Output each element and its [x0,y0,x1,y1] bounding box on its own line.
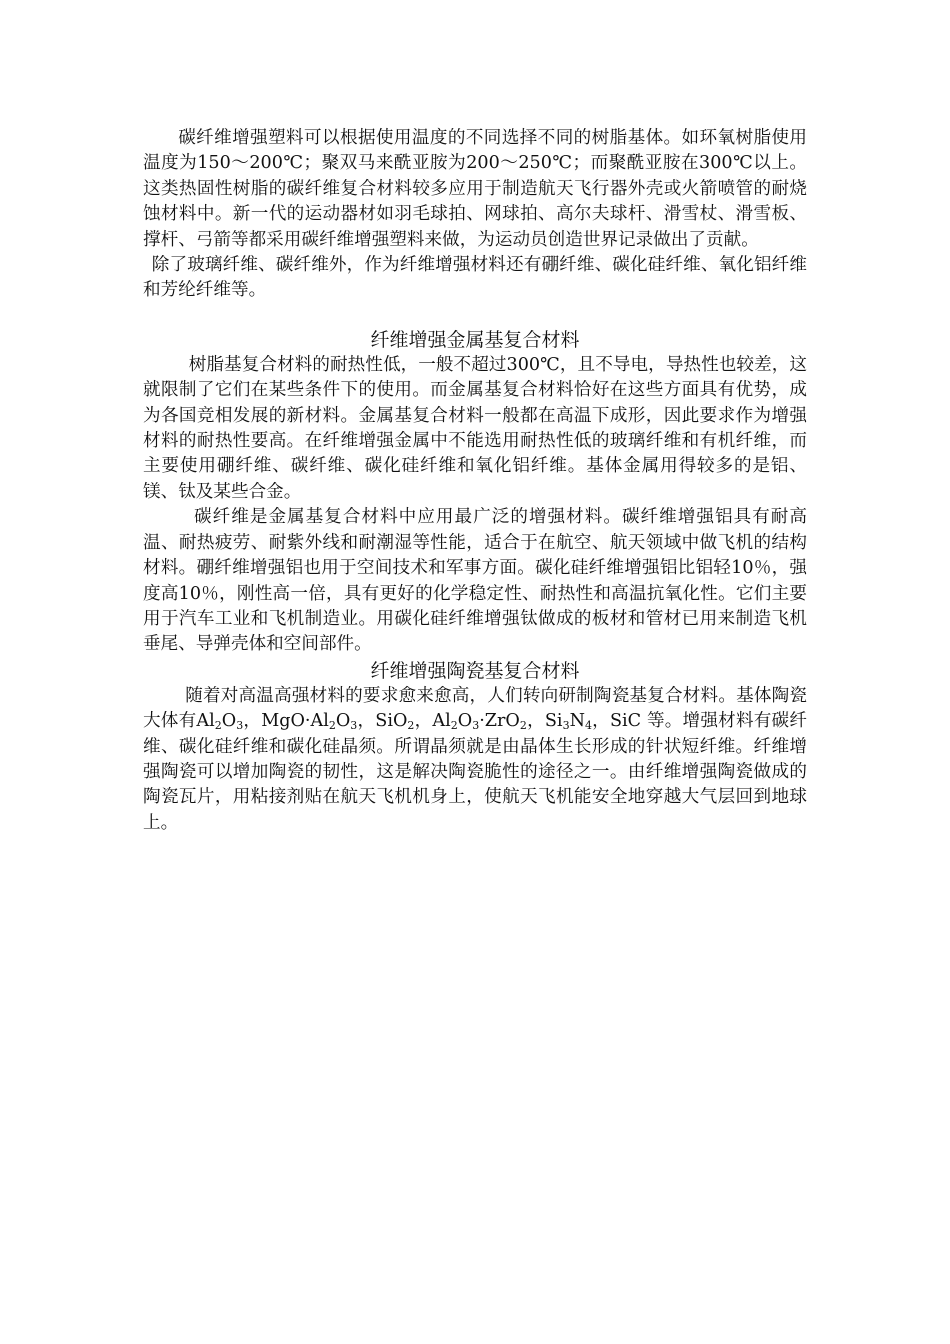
ceramic-text-after: 等。增强材料有碳纤维、碳化硅纤维和碳化硅晶须。所谓晶须就是由晶体生长形成的针状短纤维。纤维增强陶瓷可以增加陶瓷的韧性，这是解决陶瓷脆性的途径之一。由纤维增强陶瓷做成的陶瓷瓦片，用粘接剂贴在航天飞机机身上，使航天飞机能安全地穿越大气层回到地球上。 [143,711,807,833]
formula-al2o3: $Al_2O_3$ [196,711,244,733]
heading-ceramic-matrix: 纤维增强陶瓷基复合材料 [370,659,580,682]
ceramic-text-before: 随着对高温高强材料的要求愈来愈高，人们转向研制陶瓷基复合材料。基体陶瓷大体有 [143,685,807,732]
paragraph-ceramic-matrix: 随着对高温高强材料的要求愈来愈高，人们转向研制陶瓷基复合材料。基体陶瓷大体有$Al_2O_3$，$MgO\cdot Al_2O_3$，SiO$_2$，$Al_2O_3\cdot ZrO_2$，$Si_3N_4$，SiC 等。增强材料有碳纤维、碳化硅纤维和碳化硅晶须。所谓晶须就是由晶体生长形成的针状短纤维。纤维增强陶瓷可以增加陶瓷的韧性，这是解决陶瓷脆性的途径之一。由纤维增强陶瓷做成的陶瓷瓦片，用粘接剂贴在航天飞机机身上，使航天飞机能安全地穿越大气层回到地球上。 [143,685,807,833]
paragraph-carbon-fiber-plastics: 碳纤维增强塑料可以根据使用温度的不同选择不同的树脂基体。如环氧树脂使用温度为150～200℃；聚双马来酰亚胺为200～250℃；而聚酰亚胺在300℃以上。这类热固性树脂的碳纤维复合材料较多应用于制造航天飞行器外壳或火箭喷管的耐烧蚀材料中。新一代的运动器材如羽毛球拍、网球拍、高尔夫球杆、滑雪杖、滑雪板、撑杆、弓箭等都采用碳纤维增强塑料来做，为运动员创造世界记录做出了贡献。 [143,128,807,250]
paragraph-other-fibers: 除了玻璃纤维、碳纤维外，作为纤维增强材料还有硼纤维、碳化硅纤维、氧化铝纤维和芳纶纤维等。 [143,255,807,301]
heading-metal-matrix: 纤维增强金属基复合材料 [370,328,580,351]
formula-sio2: SiO$_2$ [375,711,415,733]
document-page [143,126,807,836]
formula-al2o3-zro2: $Al_2O_3\cdot ZrO_2$ [432,711,527,733]
section-gap [143,304,807,327]
formula-sic: SiC [609,711,642,732]
formula-mgo-al2o3: $MgO\cdot Al_2O_3$ [261,711,358,733]
formula-si3n4: $Si_3N_4$ [544,711,592,733]
paragraph-metal-matrix-intro: 树脂基复合材料的耐热性低，一般不超过300℃，且不导电，导热性也较差，这就限制了它们在某些条件下的使用。而金属基复合材料恰好在这些方面具有优势，成为各国竞相发展的新材料。金属基复合材料一般都在高温下成形，因此要求作为增强材料的耐热性要高。在纤维增强金属中不能选用耐热性低的玻璃纤维和有机纤维，而主要使用硼纤维、碳纤维、碳化硅纤维和氧化铝纤维。基体金属用得较多的是铝、镁、钛及某些合金。 [143,354,807,502]
paragraph-carbon-fiber-aluminum: 碳纤维是金属基复合材料中应用最广泛的增强材料。碳纤维增强铝具有耐高温、耐热疲劳、耐紫外线和耐潮湿等性能，适合于在航空、航天领域中做飞机的结构材料。硼纤维增强铝也用于空间技术和军事方面。碳化硅纤维增强铝比铝轻10％，强度高10％，刚性高一倍，具有更好的化学稳定性、耐热性和高温抗氧化性。它们主要用于汽车工业和飞机制造业。用碳化硅纤维增强钛做成的板材和管材已用来制造飞机垂尾、导弹壳体和空间部件。 [143,507,807,655]
